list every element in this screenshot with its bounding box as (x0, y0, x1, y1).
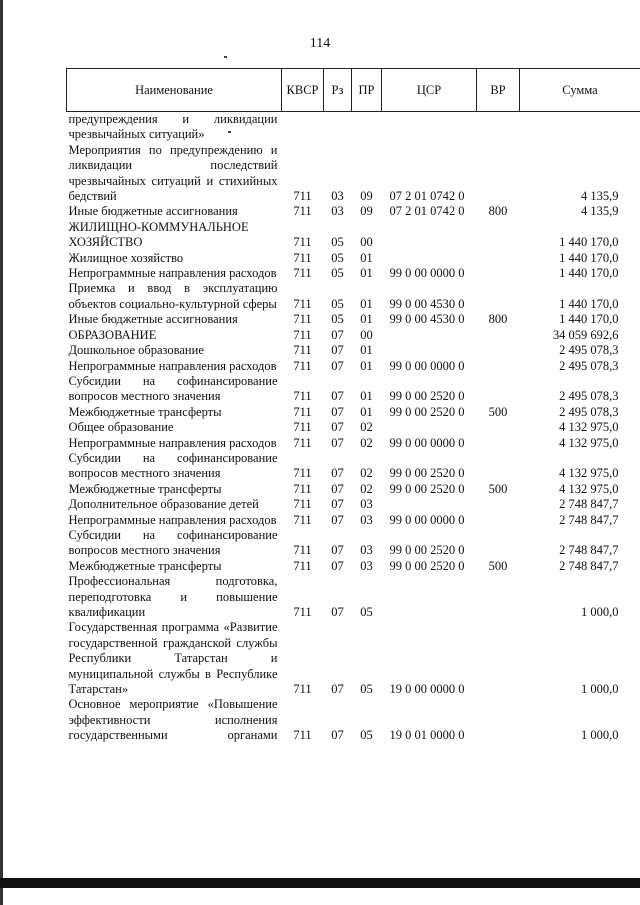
cell-kvsr: 711 (293, 481, 312, 496)
header-vr: ВР (477, 69, 520, 112)
header-pr: ПР (352, 69, 382, 112)
cell-vr (477, 343, 520, 358)
cell-csr: 99 0 00 2520 0 (389, 389, 465, 404)
cell-vr (477, 112, 520, 143)
cell-pr: 03 (360, 558, 373, 573)
cell-kvsr: 711 (293, 189, 312, 204)
scan-edge-left (0, 0, 3, 905)
cell-csr (382, 420, 477, 435)
cell-rz: 05 (331, 296, 344, 311)
table-row (67, 574, 640, 620)
cell-csr: 07 2 01 0742 0 (389, 204, 465, 219)
cell-pr: 05 (360, 728, 373, 743)
cell-pr: 09 (360, 189, 373, 204)
cell-sum: 1 000,0 (581, 682, 619, 697)
cell-vr (477, 451, 520, 482)
cell-kvsr: 711 (293, 682, 312, 697)
table-row (67, 220, 640, 251)
cell-vr (477, 574, 520, 620)
cell-sum (520, 112, 640, 143)
page-number: 114 (309, 36, 331, 51)
cell-vr (477, 359, 520, 374)
cell-name: Межбюджетные трансферты (68, 558, 222, 573)
cell-csr: 99 0 00 0000 0 (389, 512, 465, 527)
cell-rz: 07 (331, 435, 344, 450)
cell-pr: 01 (360, 296, 373, 311)
cell-vr (477, 528, 520, 559)
cell-kvsr: 711 (293, 404, 312, 419)
cell-vr: 800 (488, 312, 508, 327)
cell-kvsr: 711 (293, 235, 312, 250)
cell-name: Приемка и ввод в эксплуатацию объектов социально-культурной сферы (68, 281, 278, 311)
cell-pr: 03 (360, 497, 373, 512)
cell-kvsr: 711 (293, 312, 312, 327)
cell-pr: 01 (360, 312, 373, 327)
table-row (67, 697, 640, 743)
cell-kvsr: 711 (293, 543, 312, 558)
table-row (67, 405, 640, 420)
cell-pr: 05 (360, 682, 373, 697)
cell-vr (477, 620, 520, 697)
table-row (67, 112, 640, 143)
table-row (67, 528, 640, 559)
cell-csr (382, 220, 477, 251)
cell-rz: 07 (331, 343, 344, 358)
cell-csr: 99 0 00 4530 0 (389, 296, 465, 311)
cell-sum: 1 440 170,0 (559, 235, 619, 250)
cell-sum: 4 135,9 (581, 189, 619, 204)
cell-sum: 2 748 847,7 (559, 497, 619, 512)
table-row (67, 204, 640, 219)
cell-name: Мероприятия по предупреждению и ликвидации последствий чрезвычайных ситуаций и стихийных бедствий (68, 142, 278, 204)
cell-kvsr: 711 (293, 389, 312, 404)
cell-name: Основное мероприятие «Повышение эффективности исполнения государственными органами (68, 697, 278, 743)
cell-csr (382, 343, 477, 358)
cell-rz: 05 (331, 312, 344, 327)
cell-csr: 99 0 00 0000 0 (389, 358, 465, 373)
cell-pr: 02 (360, 481, 373, 496)
cell-sum: 2 495 078,3 (559, 389, 619, 404)
cell-vr: 500 (488, 481, 508, 496)
cell-csr: 99 0 00 2520 0 (389, 481, 465, 496)
cell-rz: 07 (331, 558, 344, 573)
cell-name: Дополнительное образование детей (68, 497, 259, 512)
cell-sum: 2 495 078,3 (559, 343, 619, 358)
table-row (67, 420, 640, 435)
cell-pr: 00 (360, 327, 373, 342)
cell-vr (477, 251, 520, 266)
budget-table (66, 68, 640, 744)
cell-csr (382, 574, 477, 620)
cell-pr: 09 (360, 204, 373, 219)
cell-kvsr: 711 (293, 327, 312, 342)
cell-csr (382, 251, 477, 266)
cell-rz: 07 (331, 728, 344, 743)
scan-speck (224, 56, 227, 58)
cell-csr (382, 112, 477, 143)
cell-sum: 1 000,0 (581, 605, 619, 619)
header-sum: Сумма (520, 69, 640, 112)
cell-rz: 07 (331, 543, 344, 558)
cell-pr: 01 (360, 389, 373, 404)
table-row (67, 143, 640, 205)
cell-vr: 800 (488, 204, 508, 219)
cell-pr: 02 (360, 435, 373, 450)
cell-vr: 500 (488, 558, 508, 573)
cell-name: Дошкольное образование (68, 343, 204, 358)
cell-rz: 07 (331, 512, 344, 527)
cell-vr: 500 (488, 404, 508, 419)
header-rz: Рз (324, 69, 352, 112)
table-row (67, 497, 640, 512)
cell-csr: 99 0 00 0000 0 (389, 266, 465, 281)
cell-kvsr: 711 (293, 296, 312, 311)
cell-name: Межбюджетные трансферты (68, 481, 222, 496)
cell-csr: 99 0 00 2520 0 (389, 466, 465, 481)
cell-name: Иные бюджетные ассигнования (68, 312, 238, 327)
cell-kvsr: 711 (293, 435, 312, 450)
cell-vr (477, 497, 520, 512)
table-row (67, 343, 640, 358)
cell-name: Субсидии на софинансирование вопросов местного значения (68, 450, 278, 481)
cell-vr (477, 281, 520, 312)
cell-name: Субсидии на софинансирование вопросов местного значения (68, 527, 278, 558)
cell-name: ЖИЛИЩНО-КОММУНАЛЬНОЕ ХОЗЯЙСТВО (68, 219, 249, 250)
cell-vr (477, 143, 520, 205)
table-row (67, 482, 640, 497)
cell-csr: 99 0 00 0000 0 (389, 435, 465, 450)
cell-pr: 03 (360, 512, 373, 527)
cell-rz: 07 (331, 404, 344, 419)
cell-kvsr: 711 (293, 512, 312, 527)
table-row (67, 374, 640, 405)
cell-pr: 01 (360, 343, 373, 358)
cell-sum: 4 132 975,0 (559, 466, 619, 481)
cell-vr (477, 374, 520, 405)
cell-rz: 07 (331, 497, 344, 512)
table-row (67, 312, 640, 327)
scan-edge-bottom (0, 878, 640, 888)
cell-rz (324, 112, 352, 143)
cell-kvsr: 711 (293, 204, 312, 219)
table-row (67, 359, 640, 374)
cell-rz: 03 (331, 204, 344, 219)
cell-rz: 05 (331, 266, 344, 281)
cell-vr (477, 220, 520, 251)
cell-pr: 00 (360, 235, 373, 250)
cell-name: Профессиональная подготовка, переподготовка и повышение квалификации (68, 574, 278, 619)
cell-csr: 99 0 00 4530 0 (389, 312, 465, 327)
cell-kvsr: 711 (293, 266, 312, 281)
cell-sum: 4 135,9 (581, 204, 619, 219)
header-kvsr: КВСР (282, 69, 324, 112)
cell-name: Межбюджетные трансферты (68, 404, 222, 419)
cell-csr: 99 0 00 2520 0 (389, 558, 465, 573)
cell-pr: 01 (360, 250, 373, 265)
table-row (67, 251, 640, 266)
cell-pr: 01 (360, 358, 373, 373)
cell-sum: 1 000,0 (581, 728, 619, 743)
cell-sum: 2 748 847,7 (559, 512, 619, 527)
cell-sum: 2 748 847,7 (559, 543, 619, 558)
cell-pr: 01 (360, 404, 373, 419)
table-row (67, 451, 640, 482)
table-row (67, 559, 640, 574)
cell-rz: 07 (331, 389, 344, 404)
cell-rz: 07 (331, 420, 344, 435)
cell-name: Непрограммные направления расходов (68, 512, 277, 527)
cell-name: Общее образование (68, 420, 174, 435)
cell-pr: 02 (360, 420, 373, 435)
cell-csr: 99 0 00 2520 0 (389, 404, 465, 419)
cell-kvsr: 711 (293, 728, 312, 743)
scan-speck (228, 131, 231, 133)
cell-name: ОБРАЗОВАНИЕ (68, 327, 157, 342)
cell-kvsr: 711 (293, 466, 312, 481)
cell-sum: 1 440 170,0 (559, 266, 619, 281)
cell-csr: 99 0 00 2520 0 (389, 543, 465, 558)
cell-pr: 05 (360, 605, 373, 619)
cell-name: Жилищное хозяйство (68, 250, 184, 265)
cell-sum: 1 440 170,0 (559, 250, 619, 265)
header-csr: ЦСР (382, 69, 477, 112)
cell-rz: 05 (331, 250, 344, 265)
cell-kvsr: 711 (293, 358, 312, 373)
cell-sum: 2 748 847,7 (559, 558, 619, 573)
cell-name: Непрограммные направления расходов (68, 435, 277, 450)
cell-sum: 4 132 975,0 (559, 481, 619, 496)
table-row (67, 281, 640, 312)
cell-name: Субсидии на софинансирование вопросов местного значения (68, 373, 278, 404)
cell-csr: 07 2 01 0742 0 (389, 189, 465, 204)
cell-rz: 07 (331, 327, 344, 342)
table-header-row (67, 69, 640, 112)
table-row (67, 328, 640, 343)
cell-name: Иные бюджетные ассигнования (68, 204, 238, 219)
cell-rz: 07 (331, 481, 344, 496)
cell-csr (382, 497, 477, 512)
cell-sum: 2 495 078,3 (559, 358, 619, 373)
cell-pr: 02 (360, 466, 373, 481)
header-name: Наименование (67, 69, 282, 112)
cell-sum: 34 059 692,6 (552, 327, 619, 342)
cell-vr (477, 513, 520, 528)
cell-vr (477, 328, 520, 343)
cell-vr (477, 697, 520, 743)
cell-pr: 03 (360, 543, 373, 558)
cell-rz: 03 (331, 189, 344, 204)
cell-csr: 19 0 00 0000 0 (389, 682, 465, 697)
cell-name: Непрограммные направления расходов (68, 266, 277, 281)
cell-sum: 4 132 975,0 (559, 435, 619, 450)
cell-kvsr: 711 (293, 420, 312, 435)
cell-kvsr: 711 (293, 343, 312, 358)
cell-kvsr: 711 (293, 558, 312, 573)
cell-pr: 01 (360, 266, 373, 281)
cell-kvsr: 711 (293, 250, 312, 265)
table-row (67, 513, 640, 528)
cell-rz: 05 (331, 235, 344, 250)
cell-kvsr (282, 112, 324, 143)
cell-rz: 07 (331, 682, 344, 697)
cell-vr (477, 420, 520, 435)
cell-csr: 19 0 01 0000 0 (389, 728, 465, 743)
cell-sum: 1 440 170,0 (559, 296, 619, 311)
cell-csr (382, 328, 477, 343)
cell-name: Непрограммные направления расходов (68, 358, 277, 373)
cell-vr (477, 436, 520, 451)
cell-rz: 07 (331, 605, 344, 619)
table-row (67, 436, 640, 451)
cell-kvsr: 711 (293, 497, 312, 512)
cell-sum: 2 495 078,3 (559, 404, 619, 419)
cell-sum: 4 132 975,0 (559, 420, 619, 435)
cell-name: предупреждения и ликвидации чрезвычайных ситуаций» (68, 112, 278, 142)
cell-rz: 07 (331, 466, 344, 481)
cell-name: Государственная программа «Развитие государственной гражданской службы Республики Татарстан и муниципальной службы в Республике Татарстан» (68, 620, 278, 697)
cell-pr (352, 112, 382, 143)
cell-kvsr: 711 (293, 605, 312, 619)
table-row (67, 620, 640, 697)
cell-vr (477, 266, 520, 281)
cell-sum: 1 440 170,0 (559, 312, 619, 327)
cell-rz: 07 (331, 358, 344, 373)
table-row (67, 266, 640, 281)
table-body (67, 112, 640, 744)
